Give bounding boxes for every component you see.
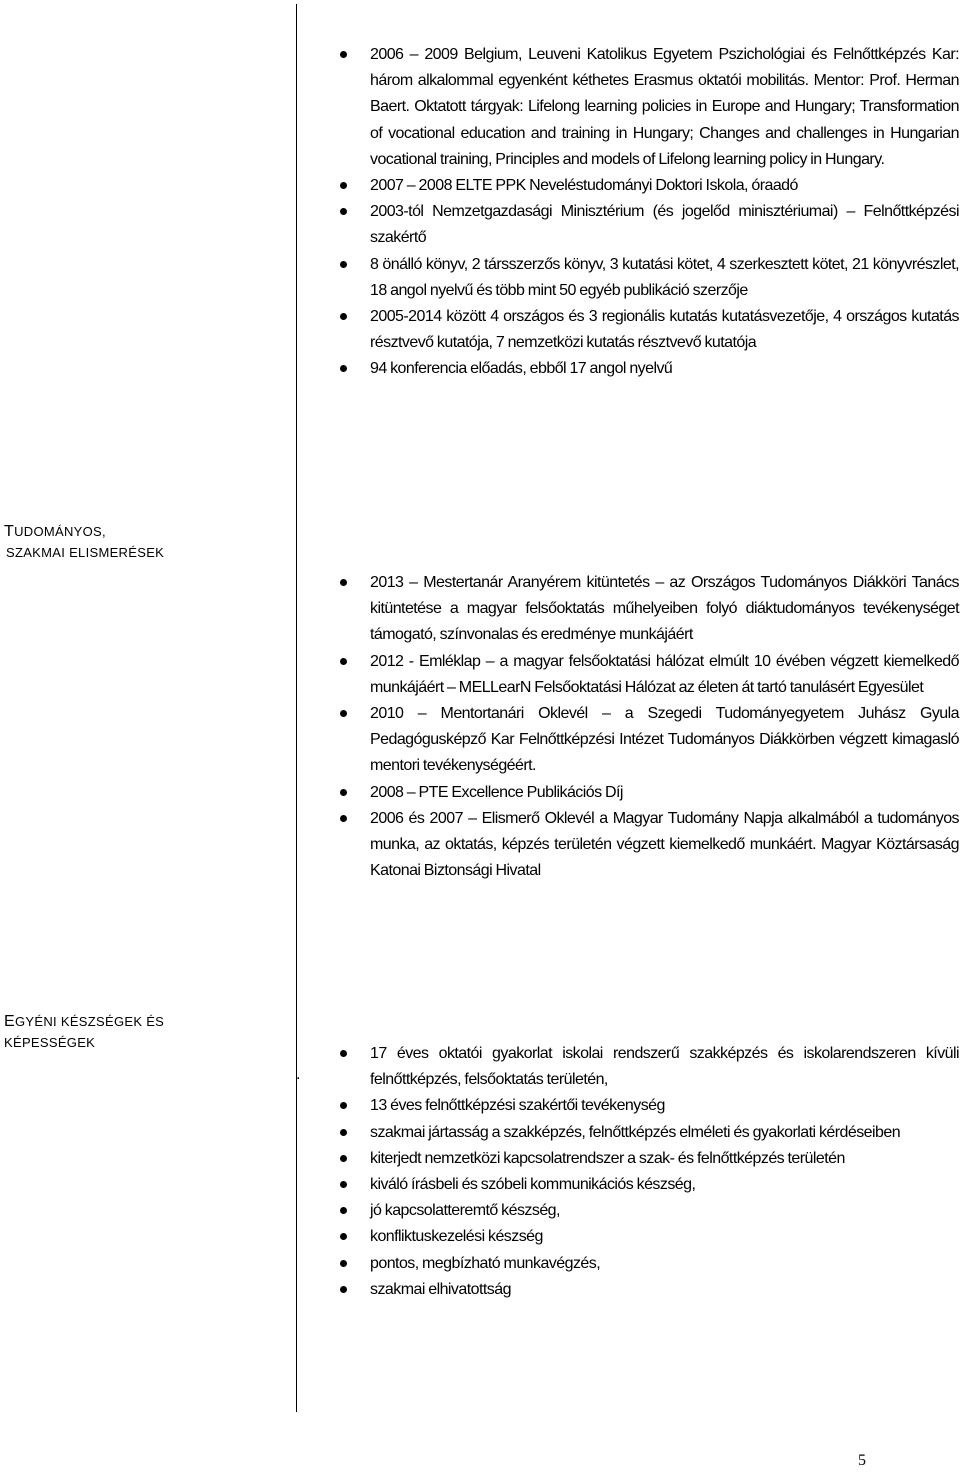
list-item: 17 éves oktatói gyakorlat iskolai rendszerű szakképzés és iskolarendszeren kívüli felnőttképzés, felsőoktatás területén, (370, 1041, 959, 1093)
awards-list (370, 570, 959, 884)
section-label-recognitions (4, 521, 164, 563)
label-text: UDOMÁNYOS, (14, 524, 106, 539)
list-item: kiváló írásbeli és szóbeli kommunikációs készség, (370, 1172, 959, 1198)
activities-list (370, 42, 959, 383)
list-item: 2013 – Mestertanár Aranyérem kitüntetés – az Országos Tudományos Diákköri Tanács kitüntetése a magyar felsőoktatás műhelyeiben folyó diáktudományos tevékenységet támogató, színvonalas és eredménye munkájáért (370, 570, 959, 649)
list-item: pontos, megbízható munkavégzés, (370, 1251, 959, 1277)
list-item: 2006 – 2009 Belgium, Leuveni Katolikus Egyetem Pszichológiai és Felnőttképzés Kar: három alkalommal egyenként kéthetes Erasmus oktatói mobilitás. Mentor: Prof. Herman Baert. Oktatott tárgyak: Lifelong learning policies in Europe and Hungary; Transformation of vocational education and training in Hungary; Changes and challenges in Hungarian vocational training, Principles and models of Lifelong learning policy in Hungary. (370, 42, 959, 173)
list-item: szakmai jártasság a szakképzés, felnőttképzés elméleti és gyakorlati kérdéseiben (370, 1120, 959, 1146)
list-item: 13 éves felnőttképzési szakértői tevékenység (370, 1093, 959, 1119)
list-item: 2010 – Mentortanári Oklevél – a Szegedi Tudományegyetem Juhász Gyula Pedagógusképző Kar Felnőttképzési Intézet Tudományos Diákkörben végzett kimagasló mentori tevékenységéért. (370, 701, 959, 780)
stray-dot: . (296, 1066, 301, 1083)
list-item: 2005-2014 között 4 országos és 3 regionális kutatás kutatásvezetője, 4 országos kutatás résztvevő kutatója, 7 nemzetközi kutatás résztvevő kutatója (370, 304, 959, 356)
list-item: kiterjedt nemzetközi kapcsolatrendszer a szak- és felnőttképzés területén (370, 1146, 959, 1172)
skills-list (370, 1041, 959, 1303)
list-item: 2012 - Emléklap – a magyar felsőoktatási hálózat elmúlt 10 évében végzett kiemelkedő munkájáért – MELLearN Felsőoktatási Hálózat az életen át tartó tanulásért Egyesület (370, 649, 959, 701)
list-item: 2007 – 2008 ELTE PPK Neveléstudományi Doktori Iskola, óraadó (370, 173, 959, 199)
list-item: jó kapcsolatteremtő készség, (370, 1198, 959, 1224)
column-divider (296, 4, 297, 1412)
section-label-skills (4, 1011, 164, 1053)
list-item: 2008 – PTE Excellence Publikációs Díj (370, 780, 959, 806)
list-item: konfliktuskezelési készség (370, 1224, 959, 1250)
list-item: 2006 és 2007 – Elismerő Oklevél a Magyar Tudomány Napja alkalmából a tudományos munka, az oktatás, képzés területén végzett kiemelkedő munkáért. Magyar Köztársaság Katonai Biztonsági Hivatal (370, 806, 959, 885)
label-initial: T (4, 523, 15, 540)
list-item: szakmai elhivatottság (370, 1277, 959, 1303)
list-item: 94 konferencia előadás, ebből 17 angol nyelvű (370, 356, 959, 382)
label-text: GYÉNI KÉSZSÉGEK ÉS (14, 1014, 165, 1029)
list-item: 8 önálló könyv, 2 társszerzős könyv, 3 kutatási kötet, 4 szerkesztett kötet, 21 könyvrészlet, 18 angol nyelvű és több mint 50 egyéb publikáció szerzője (370, 252, 959, 304)
page-number: 5 (858, 1452, 866, 1469)
label-initial: E (4, 1013, 15, 1030)
list-item: 2003-tól Nemzetgazdasági Minisztérium (és jogelőd minisztériumai) – Felnőttképzési szakértő (370, 199, 959, 251)
label-text: KÉPESSÉGEK (4, 1035, 96, 1050)
label-text: SZAKMAI ELISMERÉSEK (6, 545, 165, 560)
